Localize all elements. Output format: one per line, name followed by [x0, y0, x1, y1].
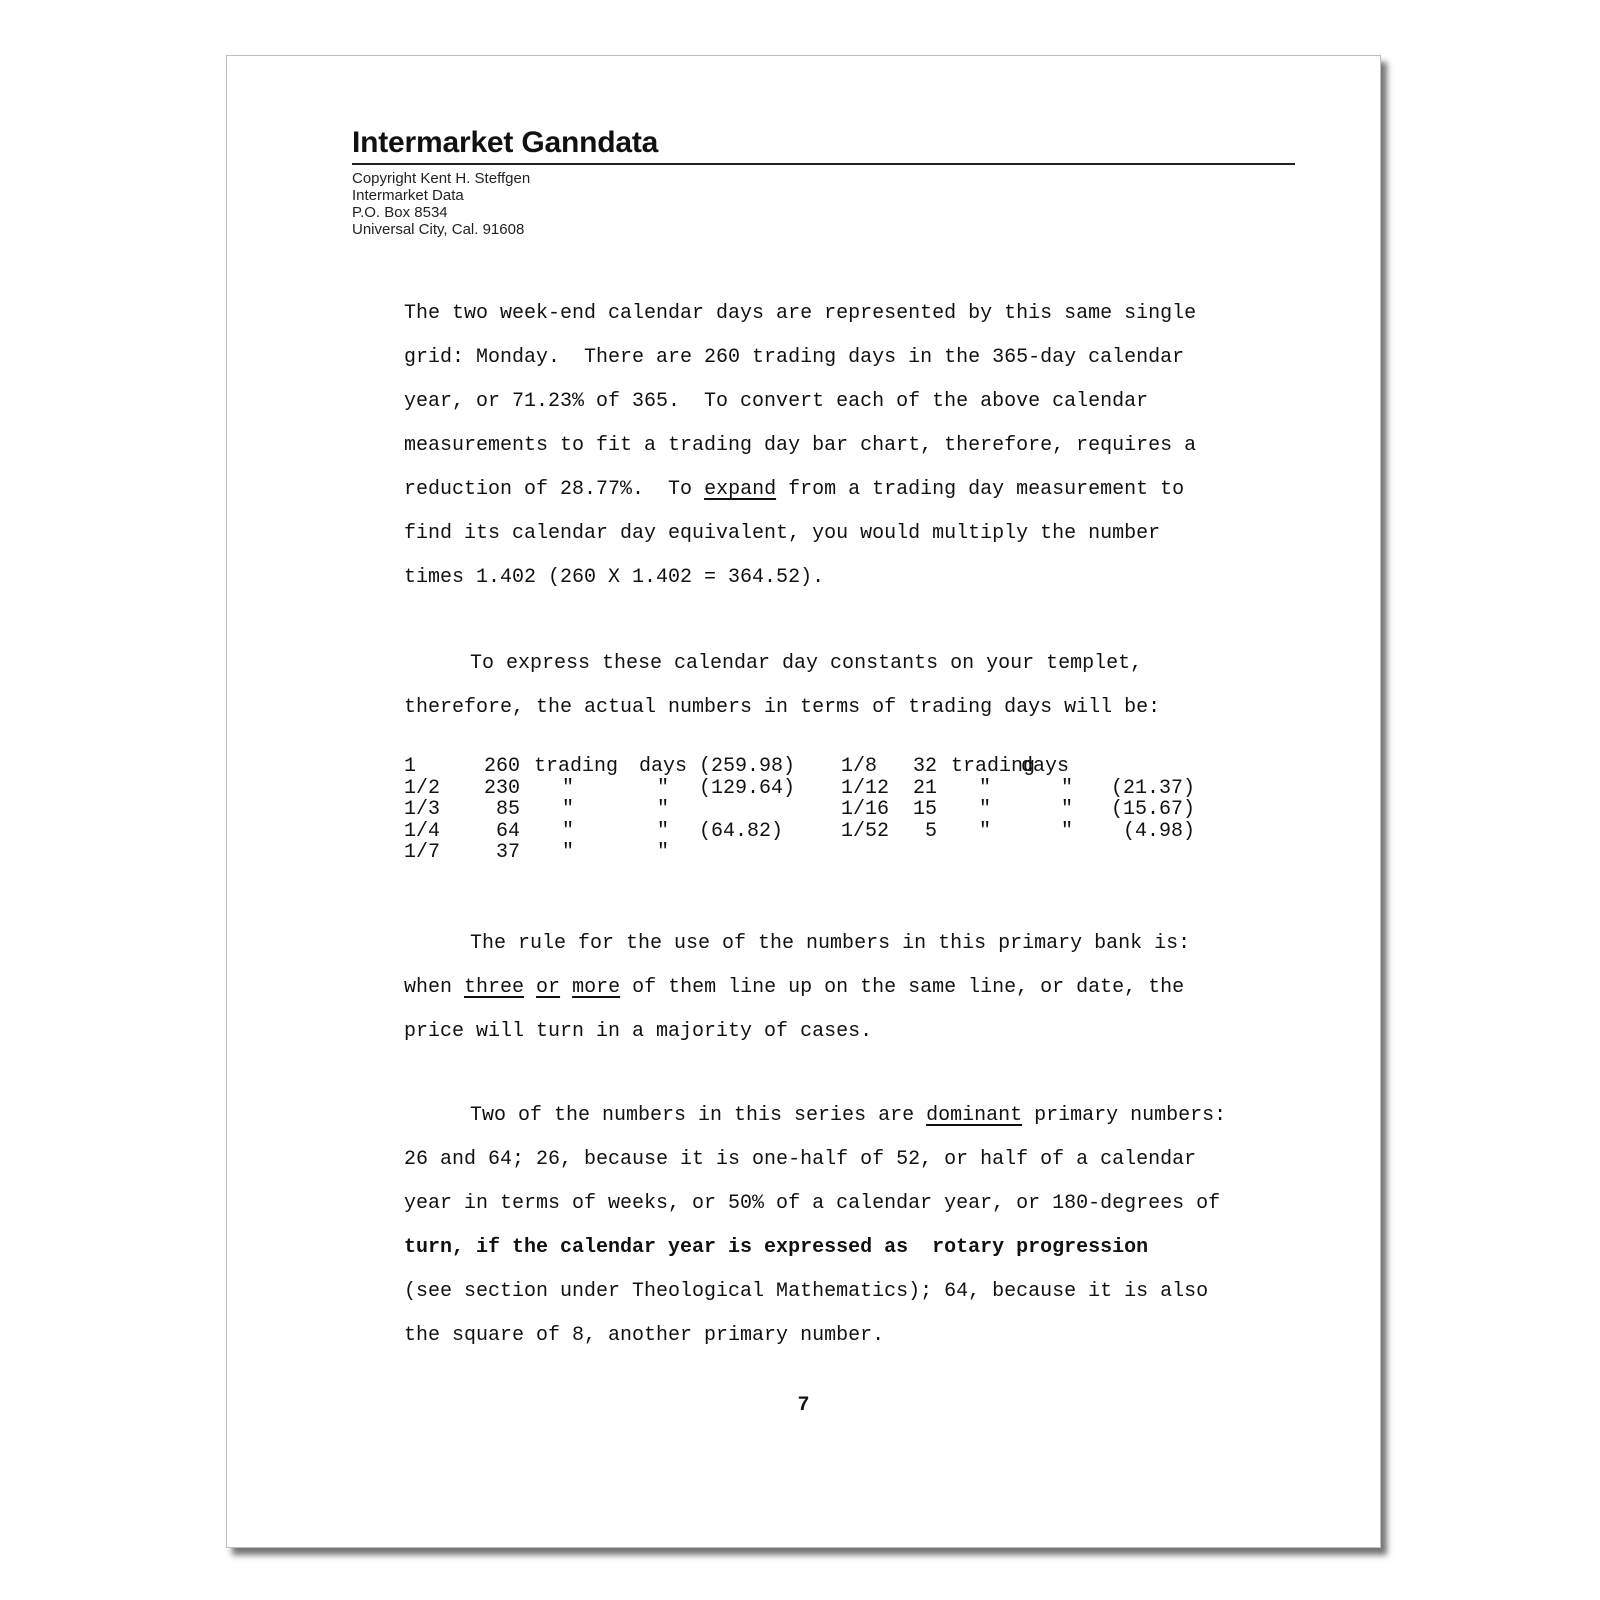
table-cell: 21	[912, 776, 937, 800]
table-cell: (259.98)	[699, 755, 796, 778]
underlined-word: or	[536, 975, 561, 999]
text-line: therefore, the actual numbers in terms of trading days will be:	[404, 696, 1161, 719]
header-rule	[352, 163, 1295, 165]
text-run: from a trading day measurement to	[776, 478, 1185, 501]
text-line	[404, 966, 1304, 1010]
table-cell: 1/4	[404, 819, 441, 843]
letterhead	[352, 126, 1295, 238]
table-cell	[1111, 756, 1211, 778]
text-line: year, or 71.23% of 365. To convert each of the above calendar	[404, 390, 1149, 413]
text-line	[404, 468, 1304, 512]
constants-table	[404, 756, 1304, 864]
table-cell: (129.64)	[699, 776, 796, 800]
text-run: when	[404, 975, 465, 999]
page-number: 7	[797, 1394, 810, 1417]
table-cell: 1/8	[841, 755, 878, 778]
paragraph-1	[404, 292, 1304, 600]
paragraph-2	[404, 642, 1304, 730]
address-line: P.O. Box 8534	[352, 204, 448, 221]
table-cell: "	[657, 798, 670, 821]
table-cell: 64	[495, 819, 520, 843]
table-cell: "	[562, 819, 575, 843]
table-cell: "	[657, 776, 670, 800]
table-cell: 15	[912, 798, 937, 821]
table-cell: "	[657, 841, 670, 864]
address-line: Copyright Kent H. Steffgen	[352, 170, 531, 187]
table-cell: "	[657, 819, 670, 843]
underlined-word: three	[464, 975, 525, 999]
text-line: the square of 8, another primary number.	[404, 1323, 885, 1347]
table-cell: 260	[483, 755, 520, 778]
table-cell: 1/2	[404, 776, 441, 800]
table-row	[404, 756, 1304, 778]
text-line-bold: turn, if the calendar year is expressed as rotary progression	[404, 1235, 1149, 1259]
table-cell: (4.98)	[1123, 819, 1196, 843]
table-cell: trading	[951, 755, 1036, 778]
text-line: The rule for the use of the numbers in this primary bank is:	[470, 931, 1191, 955]
text-line: times 1.402 (260 X 1.402 = 364.52).	[404, 566, 825, 589]
table-cell: "	[1061, 798, 1074, 821]
text-line: year in terms of weeks, or 50% of a calendar year, or 180-degrees of	[404, 1191, 1221, 1215]
text-line: find its calendar day equivalent, you would multiply the number	[404, 522, 1161, 545]
text-line: (see section under Theological Mathematics); 64, because it is also	[404, 1279, 1209, 1303]
table-cell: "	[1061, 819, 1074, 843]
paragraph-4	[404, 1094, 1304, 1358]
table-row	[404, 799, 1304, 821]
brand-title: Intermarket Ganndata	[352, 126, 659, 159]
table-cell: days	[639, 755, 688, 778]
text-line	[404, 1094, 1304, 1138]
table-row	[404, 842, 1304, 864]
table-cell: "	[562, 776, 575, 800]
text-run: Two of the numbers in this series are	[470, 1103, 927, 1127]
text-run	[524, 976, 536, 999]
table-cell: (64.82)	[699, 819, 784, 843]
table-cell: "	[562, 798, 575, 821]
table-row	[404, 778, 1304, 800]
table-cell: 85	[495, 798, 520, 821]
table-cell: 32	[912, 755, 937, 778]
table-cell	[699, 842, 841, 864]
table-cell: (15.67)	[1111, 798, 1196, 821]
table-cell	[937, 842, 1021, 864]
table-cell: 1/16	[841, 798, 890, 821]
address-line: Intermarket Data	[352, 187, 464, 204]
underlined-word: expand	[704, 478, 777, 501]
table-cell: days	[1021, 755, 1070, 778]
table-cell	[699, 799, 841, 821]
underlined-word: dominant	[926, 1103, 1023, 1127]
text-line: To express these calendar day constants on your templet,	[470, 652, 1143, 675]
table-cell: trading	[534, 755, 619, 778]
table-cell: 230	[483, 776, 520, 800]
table-cell: 1/52	[841, 819, 890, 843]
address-block	[352, 170, 1295, 238]
paragraph-3	[404, 922, 1304, 1054]
table-cell	[841, 842, 897, 864]
table-cell: 1/3	[404, 798, 441, 821]
text-line: The two week-end calendar days are represented by this same single	[404, 302, 1197, 325]
table-cell: "	[1061, 776, 1074, 800]
table-cell	[897, 842, 937, 864]
table-cell: 5	[924, 819, 937, 843]
body-text	[404, 292, 1304, 1358]
table-cell: "	[979, 819, 992, 843]
table-cell: 1	[404, 755, 417, 778]
table-cell: "	[979, 798, 992, 821]
table-cell	[1111, 842, 1211, 864]
text-line: measurements to fit a trading day bar chart, therefore, requires a	[404, 434, 1197, 457]
table-cell: "	[562, 841, 575, 864]
table-cell: 1/7	[404, 841, 441, 864]
underlined-word: more	[572, 975, 621, 999]
document-page	[226, 55, 1381, 1548]
table-cell: (21.37)	[1111, 776, 1196, 800]
text-run: reduction of 28.77%. To	[404, 478, 705, 501]
address-line: Universal City, Cal. 91608	[352, 221, 525, 238]
text-line: price will turn in a majority of cases.	[404, 1019, 873, 1043]
table-row	[404, 821, 1304, 843]
text-run: of them line up on the same line, or date, the	[620, 975, 1185, 999]
table-cell: 37	[495, 841, 520, 864]
table-cell	[1021, 842, 1111, 864]
table-cell: "	[979, 776, 992, 800]
text-run: primary numbers:	[1022, 1103, 1227, 1127]
text-line: grid: Monday. There are 260 trading days in the 365-day calendar	[404, 346, 1185, 369]
table-cell: 1/12	[841, 776, 890, 800]
text-line: 26 and 64; 26, because it is one-half of 52, or half of a calendar	[404, 1147, 1197, 1171]
brand-row	[352, 126, 1295, 166]
text-run	[560, 976, 572, 999]
